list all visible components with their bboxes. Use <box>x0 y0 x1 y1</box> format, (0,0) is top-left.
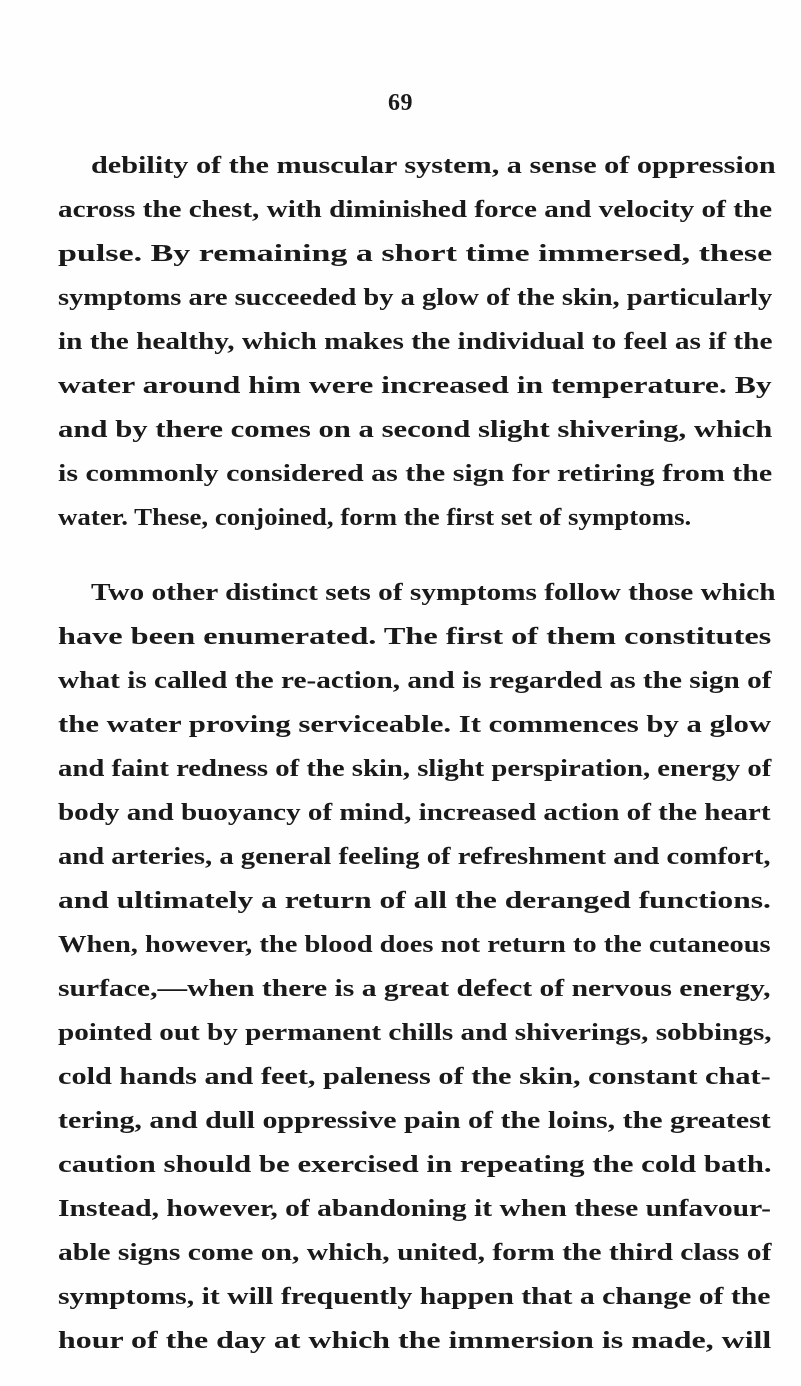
page-number: 69 <box>388 90 413 116</box>
text-line: cold hands and feet, paleness of the skin, constant chat- <box>58 1064 771 1090</box>
text-line: pulse. By remaining a short time immersed, these <box>58 241 773 267</box>
text-line: in the healthy, which makes the individual to feel as if the <box>58 329 773 355</box>
text-line: symptoms, it will frequently happen that a change of the <box>58 1284 771 1310</box>
text-line: When, however, the blood does not return to the cutaneous <box>58 932 771 958</box>
text-line: is commonly considered as the sign for retiring from the <box>58 461 773 487</box>
text-line: tering, and dull oppressive pain of the loins, the greatest <box>58 1108 771 1134</box>
text-line: and ultimately a return of all the deranged functions. <box>58 888 771 914</box>
text-line: surface,—when there is a great defect of nervous energy, <box>58 976 771 1002</box>
text-line: caution should be exercised in repeating the cold bath. <box>58 1152 772 1178</box>
text-line: able signs come on, which, united, form the third class of <box>58 1240 772 1266</box>
text-line: have been enumerated. The first of them constitutes <box>58 624 772 650</box>
text-line: the water proving serviceable. It commences by a glow <box>58 712 772 738</box>
text-line: and faint redness of the skin, slight perspiration, energy of <box>58 756 772 782</box>
text-line: and arteries, a general feeling of refreshment and comfort, <box>58 844 771 870</box>
text-line: Instead, however, of abandoning it when these unfavour- <box>58 1196 771 1222</box>
text-line: and by there comes on a second slight shivering, which <box>58 417 773 443</box>
text-line: debility of the muscular system, a sense of oppression <box>91 153 776 179</box>
text-line: symptoms are succeeded by a glow of the skin, particularly <box>58 285 773 311</box>
text-line: across the chest, with diminished force and velocity of the <box>58 197 773 223</box>
text-line: body and buoyancy of mind, increased action of the heart <box>58 800 771 826</box>
text-line: Two other distinct sets of symptoms follow those which <box>91 580 776 606</box>
text-line: water. These, conjoined, form the first set of symptoms. <box>58 505 692 531</box>
text-line: pointed out by permanent chills and shiverings, sobbings, <box>58 1020 772 1046</box>
text-line: water around him were increased in temperature. By <box>58 373 772 399</box>
text-line: what is called the re-action, and is regarded as the sign of <box>58 668 772 694</box>
text-line: hour of the day at which the immersion is made, will <box>58 1328 772 1354</box>
